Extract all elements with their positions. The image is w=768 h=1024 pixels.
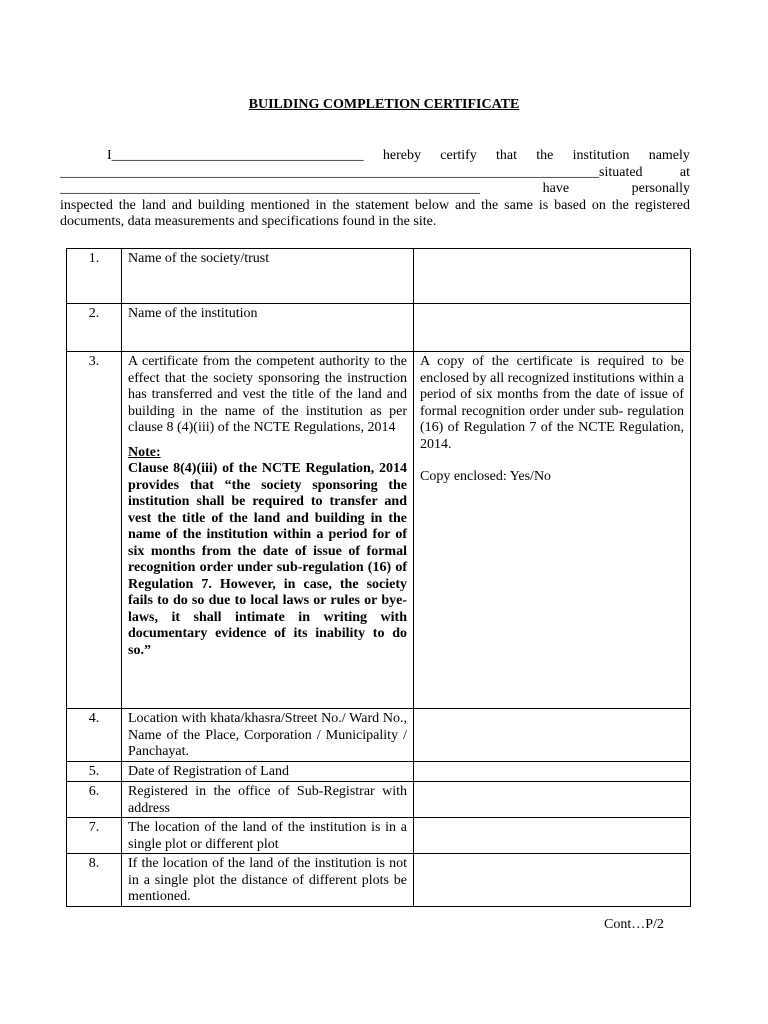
document-title: BUILDING COMPLETION CERTIFICATE <box>248 97 520 112</box>
statement-line-1: I____________________________________ hereby certify that the institution namely <box>107 148 690 163</box>
table-row <box>67 762 691 782</box>
note-body: Clause 8(4)(iii) of the NCTE Regulation, 2014 provides that “the society sponsoring the institution shall be required to transfer and vest the title of the land and building in the name of the institution within a period for of six months from the date of issue of formal recognition order under sub-regulation (16) of Regulation 7. However, in case, the society fails to do so due to local laws or rules or bye-laws, it shall intimate in writing with documentary evidence of its inability to do so.” <box>128 461 407 658</box>
note-heading: Note: <box>128 444 161 460</box>
institution-blank: _____________________________________________________________________________situated <box>60 164 643 180</box>
row-value-cell <box>414 304 691 352</box>
row-number: 2. <box>67 304 122 352</box>
row-number: 3. <box>67 352 122 709</box>
row-number: 5. <box>67 762 122 782</box>
row-label: Date of Registration of Land <box>122 762 414 782</box>
statement-line-2: _____________________________________________________________________________situated at <box>60 164 690 180</box>
table-row <box>67 854 691 907</box>
row-label: The location of the land of the institution is in a single plot or different plot <box>122 818 414 854</box>
row-value-cell <box>414 782 691 818</box>
land-building-table <box>66 248 691 907</box>
continuation-note: Cont…P/2 <box>604 917 664 932</box>
row-label: Name of the institution <box>122 304 414 352</box>
row-value-cell <box>414 762 691 782</box>
row-value-cell <box>414 818 691 854</box>
row-value-cell <box>414 249 691 304</box>
row-number: 6. <box>67 782 122 818</box>
table-row <box>67 709 691 762</box>
row-number: 7. <box>67 818 122 854</box>
certificate-requirement: A copy of the certificate is required to be enclosed by all recognized institutions within a period of six months from the date of issue of formal recognition order under sub- regulation (16) of Regulation 7 of the NCTE Regulation, 2014. <box>420 354 684 452</box>
name-blank: I____________________________________ <box>107 148 364 163</box>
row-label: Name of the society/trust <box>122 249 414 304</box>
copy-enclosed-field: Copy enclosed: Yes/No <box>420 469 552 484</box>
row-number: 8. <box>67 854 122 907</box>
row-value-cell <box>414 352 691 709</box>
table-row <box>67 818 691 854</box>
row-number: 4. <box>67 709 122 762</box>
certification-statement <box>60 148 690 231</box>
location-blank: ____________________________________________________________ <box>60 181 480 196</box>
table-row <box>67 304 691 352</box>
table-row <box>67 352 691 709</box>
row-value-cell <box>414 854 691 907</box>
statement-line-3: ____________________________________________________________ have personally <box>60 181 690 196</box>
table-row <box>67 782 691 818</box>
row-label: Registered in the office of Sub-Registrar with address <box>122 782 414 818</box>
table-row <box>67 249 691 304</box>
row-number: 1. <box>67 249 122 304</box>
row-label: Location with khata/khasra/Street No./ Ward No., Name of the Place, Corporation / Municipality / Panchayat. <box>122 709 414 762</box>
statement-line-4: inspected the land and building mentioned in the statement below and the same is based on the registered documents, data measurements and specifications found in the site. <box>60 197 690 229</box>
row-label: If the location of the land of the institution is not in a single plot the distance of different plots be mentioned. <box>122 854 414 907</box>
row-value-cell <box>414 709 691 762</box>
row-label: A certificate from the competent authority to the effect that the society sponsoring the instruction has transferred and vest the title of the land and building in the name of the institution as per clause 8 (4)(iii) of the NCTE Regulations, 2014 Note: Clause 8(4)(iii) of the NCTE Regulation, 2014 provides that “the society sponsoring the institution shall be required to transfer and vest the title of the land and building in the name of the institution within a period for of six months from the date of issue of formal recognition order under sub-regulation (16) of Regulation 7. However, in case, the society fails to do so due to local laws or rules or bye-laws, it shall intimate in writing with documentary evidence of its inability to do so.” <box>122 352 414 709</box>
